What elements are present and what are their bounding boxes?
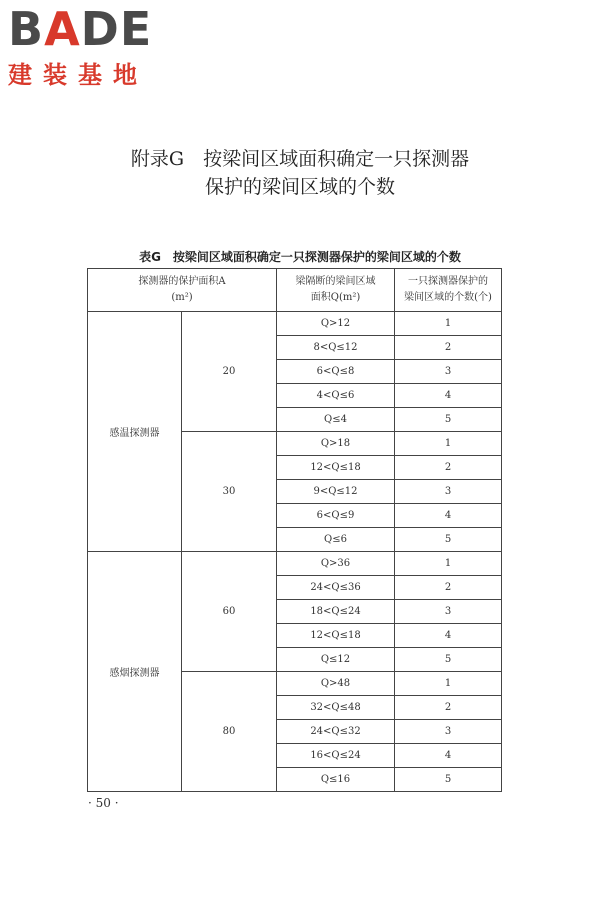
header-region-count-line2: 梁间区域的个数(个) <box>404 292 492 303</box>
region-count-cell: 3 <box>395 600 502 624</box>
beam-area-range-cell: 24<Q≤36 <box>277 576 395 600</box>
region-count-cell: 2 <box>395 336 502 360</box>
header-protection-area <box>88 269 277 312</box>
region-count-cell: 5 <box>395 648 502 672</box>
logo-subtitle: 建装基地 <box>8 61 148 89</box>
beam-area-range-cell: Q≤6 <box>277 528 395 552</box>
region-count-cell: 5 <box>395 528 502 552</box>
header-region-count-line1: 一只探测器保护的 <box>408 276 489 287</box>
beam-area-range-cell: 6<Q≤8 <box>277 360 395 384</box>
beam-area-range-cell: 8<Q≤12 <box>277 336 395 360</box>
beam-area-range-cell: Q≤16 <box>277 768 395 792</box>
header-protection-area-line1: 探测器的保护面积A <box>138 276 226 287</box>
beam-area-range-cell: Q≤4 <box>277 408 395 432</box>
region-count-cell: 5 <box>395 768 502 792</box>
title-line-2: 保护的梁间区域的个数 <box>204 176 395 198</box>
table-row <box>88 312 502 336</box>
beam-area-range-cell: Q>12 <box>277 312 395 336</box>
header-beam-area-line2: 面积Q(m²) <box>310 292 361 303</box>
region-count-cell: 4 <box>395 504 502 528</box>
beam-area-range-cell: Q>48 <box>277 672 395 696</box>
region-count-cell: 3 <box>395 360 502 384</box>
detector-type-cell: 感烟探测器 <box>88 552 182 792</box>
region-count-cell: 2 <box>395 576 502 600</box>
region-count-cell: 1 <box>395 432 502 456</box>
beam-area-range-cell: 24<Q≤32 <box>277 720 395 744</box>
protection-area-cell: 30 <box>182 432 277 552</box>
beam-area-range-cell: 4<Q≤6 <box>277 384 395 408</box>
region-count-cell: 4 <box>395 384 502 408</box>
region-count-cell: 3 <box>395 480 502 504</box>
region-count-cell: 2 <box>395 456 502 480</box>
beam-area-range-cell: 12<Q≤18 <box>277 456 395 480</box>
appendix-title <box>0 145 600 201</box>
page-number: · 50 · <box>88 796 119 810</box>
header-region-count <box>395 269 502 312</box>
beam-area-range-cell: 18<Q≤24 <box>277 600 395 624</box>
beam-area-range-cell: Q>18 <box>277 432 395 456</box>
title-line-1: 附录G 按梁间区域面积确定一只探测器 <box>130 148 470 170</box>
protection-area-cell: 60 <box>182 552 277 672</box>
beam-area-range-cell: Q>36 <box>277 552 395 576</box>
region-count-cell: 4 <box>395 624 502 648</box>
beam-area-range-cell: 32<Q≤48 <box>277 696 395 720</box>
region-count-cell: 2 <box>395 696 502 720</box>
header-beam-area <box>277 269 395 312</box>
beam-area-range-cell: 6<Q≤9 <box>277 504 395 528</box>
beam-area-range-cell: 12<Q≤18 <box>277 624 395 648</box>
region-count-cell: 3 <box>395 720 502 744</box>
table-row <box>88 552 502 576</box>
region-count-cell: 1 <box>395 312 502 336</box>
table-caption: 表G 按梁间区域面积确定一只探测器保护的梁间区域的个数 <box>139 250 461 264</box>
table-body <box>88 312 502 792</box>
region-count-cell: 1 <box>395 672 502 696</box>
region-count-cell: 4 <box>395 744 502 768</box>
header-protection-area-line2: (m²) <box>171 292 193 303</box>
beam-area-table <box>87 268 502 792</box>
region-count-cell: 5 <box>395 408 502 432</box>
logo-wordmark: BADE <box>8 2 153 56</box>
table-header-row <box>88 269 502 312</box>
protection-area-cell: 20 <box>182 312 277 432</box>
protection-area-cell: 80 <box>182 672 277 792</box>
detector-type-cell: 感温探测器 <box>88 312 182 552</box>
region-count-cell: 1 <box>395 552 502 576</box>
beam-area-range-cell: 9<Q≤12 <box>277 480 395 504</box>
brand-logo <box>8 4 152 90</box>
beam-area-range-cell: Q≤12 <box>277 648 395 672</box>
header-beam-area-line1: 梁隔断的梁间区域 <box>295 276 376 287</box>
beam-area-range-cell: 16<Q≤24 <box>277 744 395 768</box>
